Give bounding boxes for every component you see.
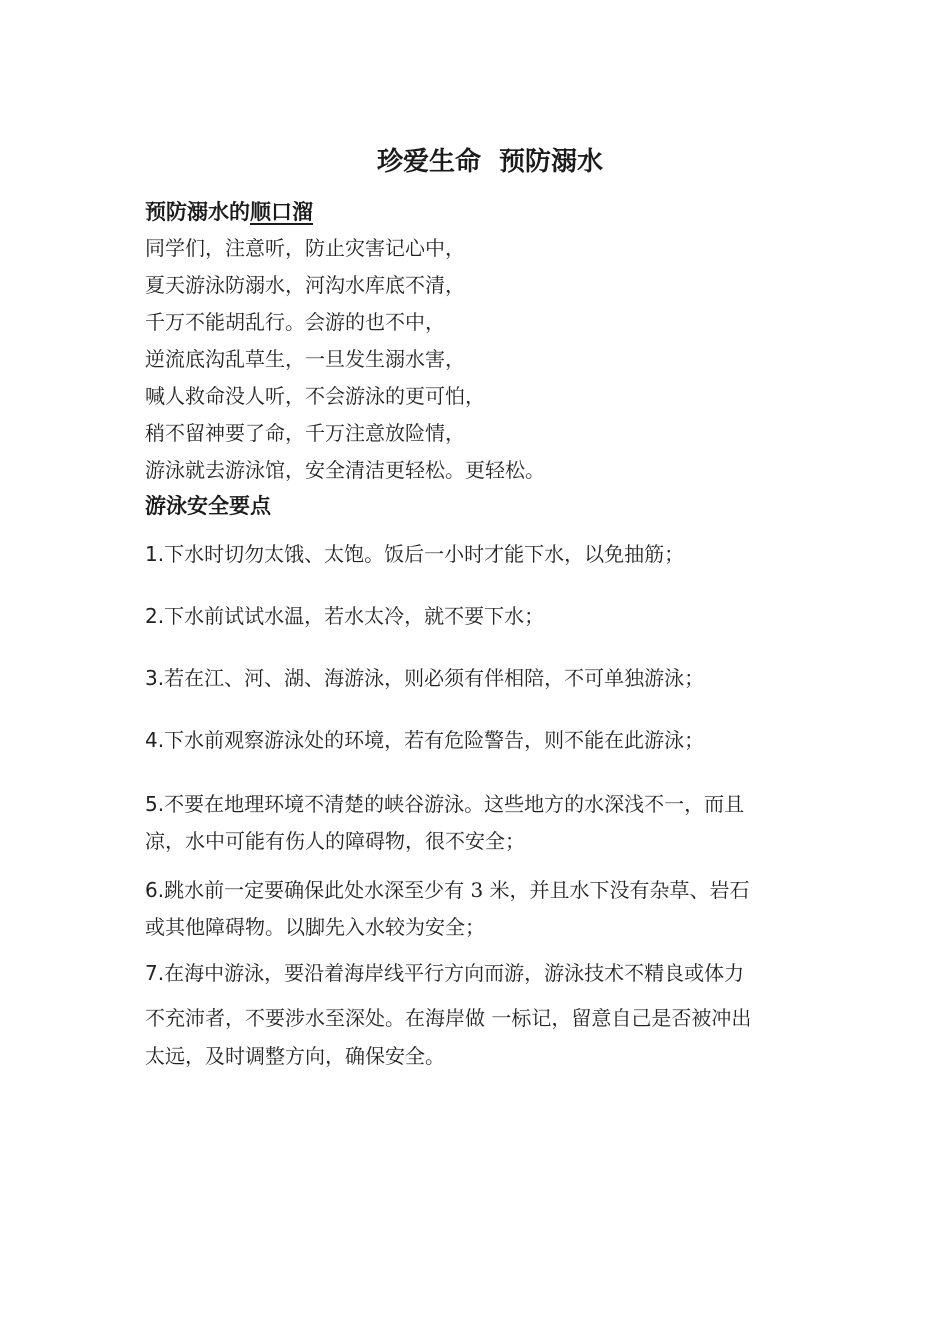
point-text: 凉，水中可能有伤人的障碍物，很不安全； bbox=[145, 829, 525, 853]
point-number: 5. bbox=[145, 792, 165, 816]
safety-heading: 游泳安全要点 bbox=[145, 493, 271, 518]
point-number: 1. bbox=[145, 542, 165, 566]
rhyme-line: 逆流底沟乱草生，一旦发生溺水害， bbox=[145, 347, 465, 371]
point-text: 太远，及时调整方向，确保安全。 bbox=[145, 1044, 445, 1068]
rhyme-line: 游泳就去游泳馆，安全清洁更轻松。更轻松。 bbox=[145, 458, 545, 482]
rhyme-line: 同学们，注意听，防止灾害记心中， bbox=[145, 236, 465, 260]
point-text: 若在江、河、湖、海游泳，则必须有伴相陪，不可单独游泳； bbox=[164, 666, 705, 690]
point-text: 下水时切勿太饿、太饱。饭后一小时才能下水，以免抽筋； bbox=[164, 542, 685, 566]
rhyme-heading-underlined: 顺口溜 bbox=[250, 199, 313, 224]
safety-point-7 bbox=[145, 958, 815, 1071]
safety-point-1 bbox=[145, 539, 815, 569]
rhyme-line: 稍不留神要了命，千万注意放险情， bbox=[145, 421, 465, 445]
point-text: 下水前观察游泳处的环境，若有危险警告，则不能在此游泳； bbox=[164, 728, 705, 752]
point-number: 4. bbox=[145, 728, 165, 752]
point-number: 3. bbox=[145, 666, 165, 690]
point-number: 6. bbox=[145, 878, 165, 902]
rhyme-lines bbox=[145, 233, 545, 492]
safety-point-2 bbox=[145, 601, 815, 631]
safety-point-5 bbox=[145, 786, 815, 860]
rhyme-line: 喊人救命没人听，不会游泳的更可怕， bbox=[145, 384, 485, 408]
point-text: 不充沛者，不要涉水至深处。在海岸做 一标记，留意自己是否被冲出 bbox=[145, 1006, 752, 1030]
point-number: 2. bbox=[145, 604, 165, 628]
page-title: 珍爱生命 预防溺水 bbox=[376, 147, 604, 177]
point-text: 或其他障碍物。以脚先入水较为安全； bbox=[145, 915, 485, 939]
point-text: 下水前试试水温，若水太冷，就不要下水； bbox=[164, 604, 545, 628]
rhyme-heading bbox=[145, 198, 313, 226]
point-text: 跳水前一定要确保此处水深至少有 3 米，并且水下没有杂草、岩石 bbox=[164, 878, 750, 902]
safety-point-3 bbox=[145, 663, 815, 693]
rhyme-heading-prefix: 预防溺水的 bbox=[145, 199, 250, 224]
point-text: 不要在地理环境不清楚的峡谷游泳。这些地方的水深浅不一，而且 bbox=[164, 792, 745, 816]
point-number: 7. bbox=[145, 961, 165, 985]
point-text: 在海中游泳，要沿着海岸线平行方向而游，游泳技术不精良或体力 bbox=[164, 961, 745, 985]
safety-point-6 bbox=[145, 872, 815, 946]
rhyme-line: 夏天游泳防溺水，河沟水库底不清， bbox=[145, 273, 465, 297]
rhyme-line: 千万不能胡乱行。会游的也不中， bbox=[145, 310, 445, 334]
safety-point-4 bbox=[145, 725, 815, 755]
